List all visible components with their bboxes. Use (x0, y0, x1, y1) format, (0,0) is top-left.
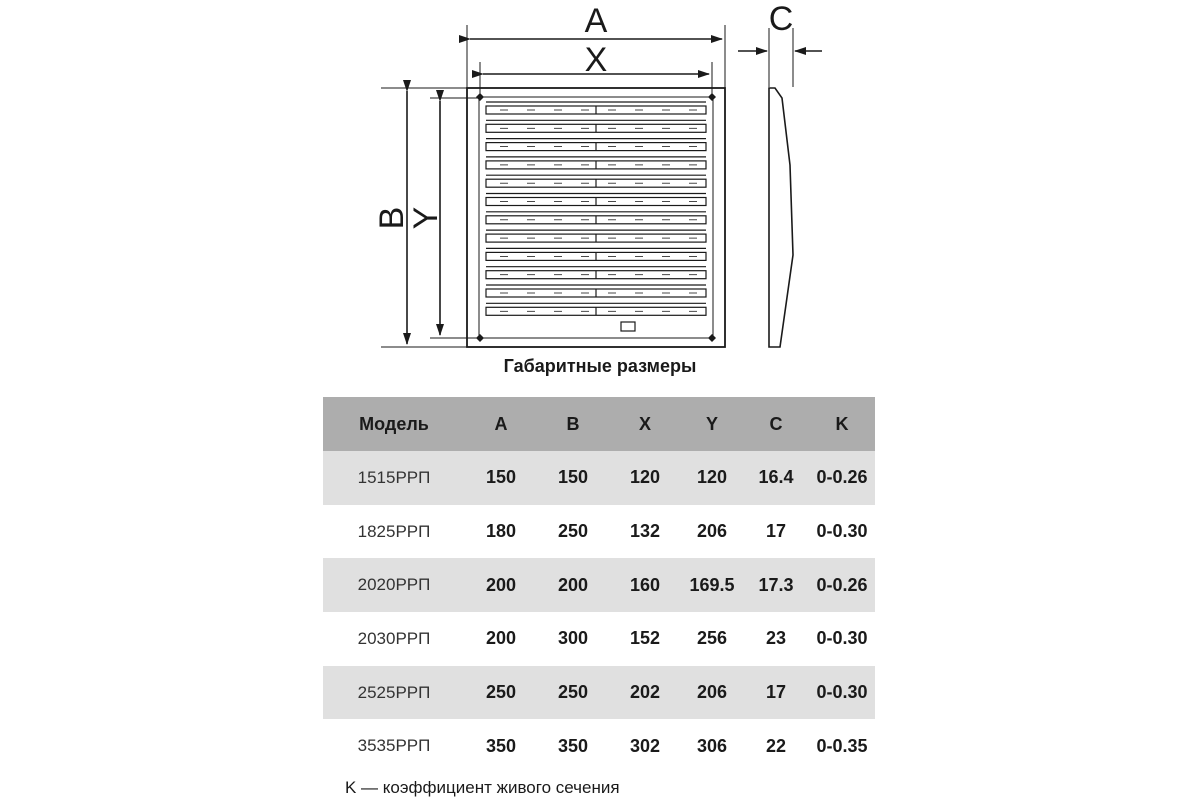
cell-a: 180 (485, 521, 517, 542)
cell-y: 306 (696, 735, 728, 756)
cell-k: 0-0.35 (816, 735, 868, 756)
cell-c: 16.4 (743, 451, 809, 505)
table-row (323, 719, 875, 773)
dimensions-table (323, 397, 875, 773)
footnote: K — коэффициент живого сечения (345, 778, 620, 797)
cell-c: 22 (765, 735, 787, 756)
header-b: B (537, 397, 609, 451)
cell-y: 206 (696, 521, 728, 542)
grille-front-view (467, 88, 725, 347)
grille-louvers (486, 102, 706, 315)
table-row (323, 666, 875, 720)
cell-model: 2020РРП (323, 558, 465, 612)
cell-b: 250 (557, 521, 589, 542)
cell-k: 0-0.30 (809, 666, 875, 720)
cell-b: 200 (537, 558, 609, 612)
cell-a: 350 (485, 735, 517, 756)
cell-c: 17 (743, 666, 809, 720)
cell-x: 302 (629, 735, 661, 756)
cell-k: 0-0.26 (809, 451, 875, 505)
cell-k: 0-0.30 (816, 521, 868, 542)
dimension-drawing (0, 0, 1200, 380)
dim-label-x: X (584, 41, 608, 79)
cell-x: 152 (629, 628, 661, 649)
cell-x: 202 (609, 666, 681, 720)
cell-model: 2525РРП (323, 666, 465, 720)
cell-model: 1825РРП (357, 521, 431, 541)
cell-b: 300 (557, 628, 589, 649)
table-row (323, 558, 875, 612)
cell-k: 0-0.30 (816, 628, 868, 649)
header-c: C (743, 397, 809, 451)
cell-c: 17.3 (743, 558, 809, 612)
header-model: Модель (323, 397, 465, 451)
header-k: K (809, 397, 875, 451)
cell-y: 169.5 (681, 558, 743, 612)
header-a: A (465, 397, 537, 451)
dim-label-c: C (768, 0, 794, 38)
cell-a: 250 (465, 666, 537, 720)
cell-x: 132 (629, 521, 661, 542)
screw-top-left-icon (476, 93, 484, 101)
side-profile (769, 88, 793, 347)
header-x: X (609, 397, 681, 451)
grille-handle (621, 322, 635, 331)
cell-a: 150 (465, 451, 537, 505)
dim-label-y: Y (407, 206, 445, 230)
cell-c: 17 (765, 521, 787, 542)
dim-label-a: A (584, 2, 608, 40)
cell-x: 160 (609, 558, 681, 612)
cell-a: 200 (465, 558, 537, 612)
cell-model: 3535РРП (357, 736, 431, 756)
cell-y: 256 (696, 628, 728, 649)
screw-top-right-icon (708, 93, 716, 101)
cell-y: 206 (681, 666, 743, 720)
screw-bottom-left-icon (476, 334, 484, 342)
cell-b: 350 (557, 735, 589, 756)
table-row (323, 612, 875, 666)
table-row (323, 505, 875, 559)
drawing-caption: Габаритные размеры (503, 356, 697, 376)
cell-x: 120 (609, 451, 681, 505)
cell-a: 200 (485, 628, 517, 649)
screw-bottom-right-icon (708, 334, 716, 342)
cell-b: 250 (537, 666, 609, 720)
table-header-row (323, 397, 875, 451)
cell-y: 120 (681, 451, 743, 505)
cell-b: 150 (537, 451, 609, 505)
dimension-lines (407, 39, 822, 344)
table-row (323, 451, 875, 505)
cell-c: 23 (765, 628, 787, 649)
cell-model: 2030РРП (357, 628, 431, 648)
header-y: Y (681, 397, 743, 451)
dim-label-b: B (373, 206, 411, 230)
grille-side-view (769, 88, 793, 347)
cell-k: 0-0.26 (809, 558, 875, 612)
cell-model: 1515РРП (323, 451, 465, 505)
